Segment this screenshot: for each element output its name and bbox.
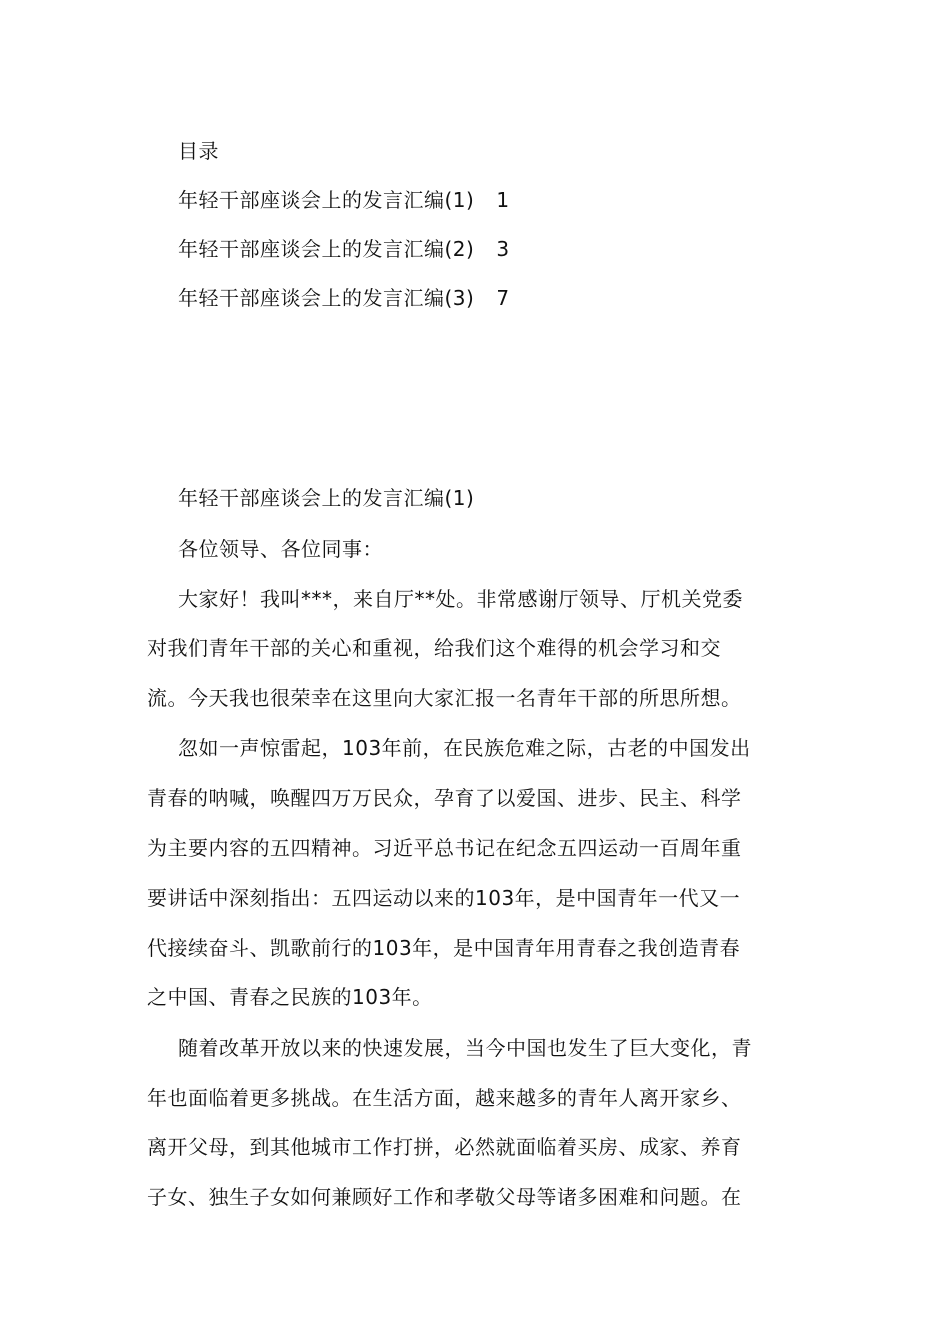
- body-line: 代接续奋斗、凯歌前行的103年，是中国青年用青春之我创造青春: [147, 936, 741, 960]
- toc-entry-page: 1: [496, 188, 510, 212]
- body-line: 年也面临着更多挑战。在生活方面，越来越多的青年人离开家乡、: [147, 1086, 742, 1110]
- body-line: 对我们青年干部的关心和重视，给我们这个难得的机会学习和交: [147, 636, 721, 660]
- body-line: 青春的呐喊，唤醒四万万民众，孕育了以爱国、进步、民主、科学: [147, 786, 742, 810]
- body-line: 之中国、青春之民族的103年。: [147, 985, 433, 1009]
- toc-entry-text: 年轻干部座谈会上的发言汇编(3): [178, 286, 475, 310]
- body-line: 随着改革开放以来的快速发展，当今中国也发生了巨大变化，青: [178, 1036, 752, 1060]
- body-line: 大家好！我叫***，来自厅**处。非常感谢厅领导、厅机关党委: [178, 587, 743, 611]
- toc-entry-page: 3: [496, 237, 510, 261]
- body-line: 要讲话中深刻指出：五四运动以来的103年，是中国青年一代又一: [147, 886, 741, 910]
- body-line: 离开父母，到其他城市工作打拼，必然就面临着买房、成家、养育: [147, 1135, 742, 1159]
- toc-entry[interactable]: [178, 284, 738, 312]
- toc-entry-page: 7: [496, 286, 510, 310]
- salutation: 各位领导、各位同事：: [178, 537, 383, 561]
- body-line: 为主要内容的五四精神。习近平总书记在纪念五四运动一百周年重: [147, 836, 742, 860]
- body-line: 子女、独生子女如何兼顾好工作和孝敬父母等诸多困难和问题。在: [147, 1185, 742, 1209]
- toc-entry[interactable]: [178, 235, 738, 263]
- toc-title: 目录: [178, 139, 219, 163]
- body-line: 忽如一声惊雷起，103年前，在民族危难之际，古老的中国发出: [178, 736, 751, 760]
- toc-entry-text: 年轻干部座谈会上的发言汇编(1): [178, 188, 475, 212]
- section-heading: 年轻干部座谈会上的发言汇编(1): [178, 486, 475, 510]
- toc-entry-text: 年轻干部座谈会上的发言汇编(2): [178, 237, 475, 261]
- toc-entry[interactable]: [178, 186, 738, 214]
- body-line: 流。今天我也很荣幸在这里向大家汇报一名青年干部的所思所想。: [147, 686, 742, 710]
